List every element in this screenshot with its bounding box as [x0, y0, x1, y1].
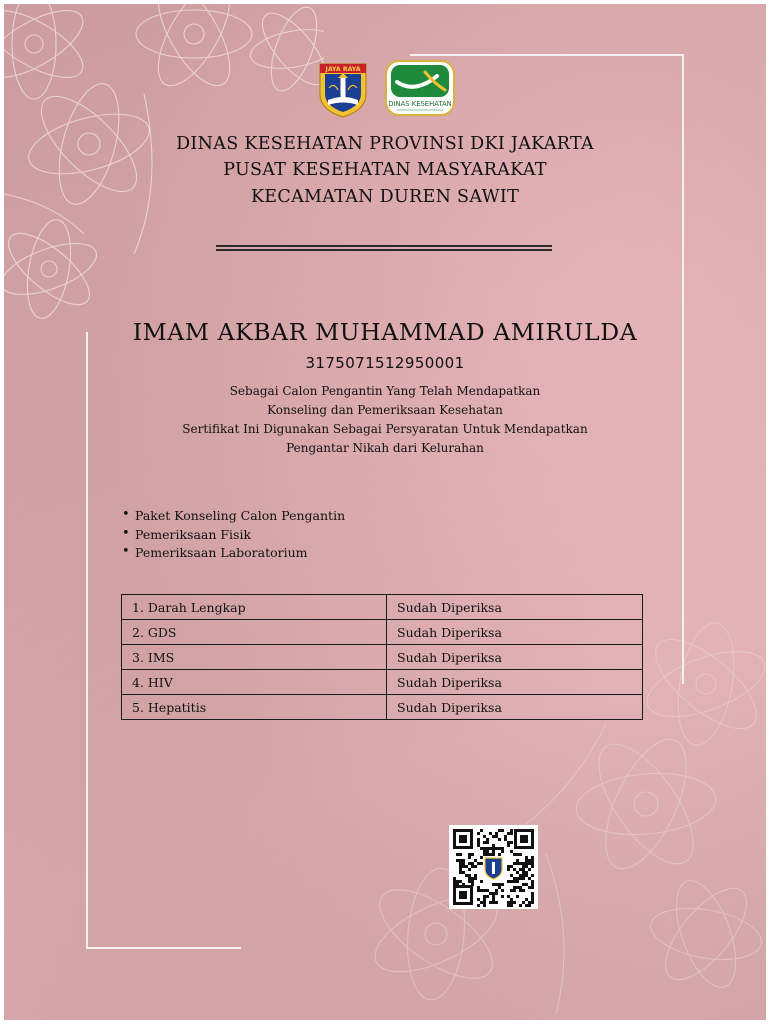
table-row	[122, 645, 643, 670]
table-row	[122, 620, 643, 645]
services-list	[122, 507, 345, 563]
exam-status-cell: Sudah Diperiksa	[387, 595, 643, 620]
certificate-page	[4, 4, 766, 1020]
service-item: • Pemeriksaan Fisik	[122, 526, 345, 545]
exam-test-cell: 3. IMS	[122, 645, 387, 670]
table-row	[122, 695, 643, 720]
description-line-2: Konseling dan Pemeriksaan Kesehatan	[267, 403, 503, 417]
recipient-name: IMAM AKBAR MUHAMMAD AMIRULDA	[132, 318, 638, 346]
qr-code-icon	[449, 825, 538, 909]
header-line-3: KECAMATAN DUREN SAWIT	[250, 187, 520, 207]
frame-line-bottom	[86, 947, 241, 949]
header-rule-bottom	[216, 249, 552, 251]
exam-status-cell: Sudah Diperiksa	[387, 670, 643, 695]
description-line-4: Pengantar Nikah dari Kelurahan	[286, 441, 484, 455]
jaya-raya-emblem-icon	[314, 60, 372, 118]
header-rule-top	[216, 245, 552, 247]
exam-test-cell: 2. GDS	[122, 620, 387, 645]
exam-test-cell: 5. Hepatitis	[122, 695, 387, 720]
table-row	[122, 670, 643, 695]
service-item: • Paket Konseling Calon Pengantin	[122, 507, 345, 526]
frame-line-top	[410, 54, 684, 56]
table-row	[122, 595, 643, 620]
exam-test-cell: 1. Darah Lengkap	[122, 595, 387, 620]
logo-group	[314, 60, 456, 118]
exam-status-cell: Sudah Diperiksa	[387, 695, 643, 720]
exam-test-cell: 4. HIV	[122, 670, 387, 695]
logo-right-text: DINAS KESEHATAN	[388, 100, 452, 108]
exam-status-cell: Sudah Diperiksa	[387, 620, 643, 645]
exam-table	[121, 594, 643, 720]
service-item: • Pemeriksaan Laboratorium	[122, 544, 345, 563]
recipient-nik: 3175071512950001	[305, 354, 465, 372]
logo-left-text: JAYA RAYA	[325, 66, 361, 73]
description-line-3: Sertifikat Ini Digunakan Sebagai Persyaratan Untuk Mendapatkan	[182, 422, 588, 436]
header-line-2: PUSAT KESEHATAN MASYARAKAT	[223, 160, 547, 180]
dinas-kesehatan-logo-icon	[385, 60, 455, 116]
exam-status-cell: Sudah Diperiksa	[387, 645, 643, 670]
header-line-1: DINAS KESEHATAN PROVINSI DKI JAKARTA	[176, 134, 594, 154]
description-line-1: Sebagai Calon Pengantin Yang Telah Mendapatkan	[229, 384, 541, 398]
